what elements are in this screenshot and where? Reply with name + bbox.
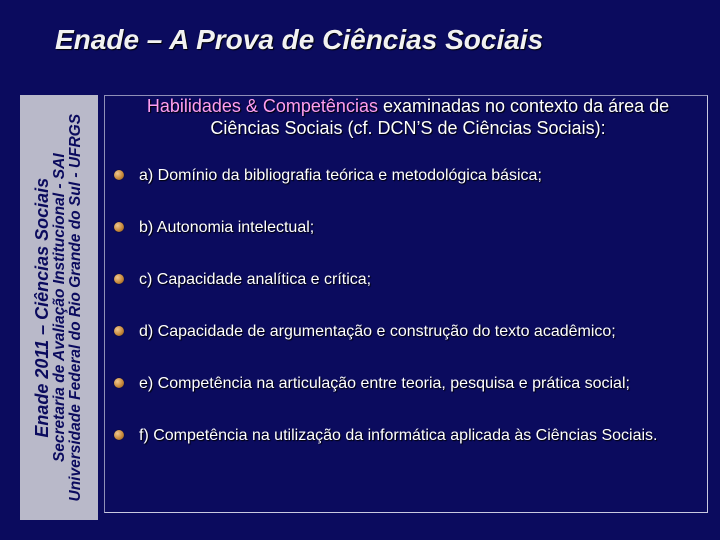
list-item-text: a) Domínio da bibliografia teórica e metodológica básica; [139, 167, 542, 184]
bullet-icon [114, 170, 124, 180]
list-item-text: b) Autonomia intelectual; [139, 219, 315, 236]
sidebar-caption [24, 100, 94, 515]
bullet-icon [114, 222, 124, 232]
subtitle-text: examinadas no contexto da área de Ciências Sociais (cf. [210, 96, 670, 138]
list-item [112, 322, 697, 374]
list-item [112, 166, 697, 218]
bullet-icon [114, 378, 124, 388]
list-item [112, 374, 697, 426]
list-item-text: d) Capacidade de argumentação e construção do texto acadêmico; [139, 323, 616, 340]
sidebar-line-university: Universidade Federal do Rio Grande do Sul - UFRGS [67, 113, 85, 502]
list-item [112, 270, 697, 322]
sidebar-line-secretaria: Secretaria de Avaliação Institucional - SAI [51, 153, 69, 462]
list-item [112, 218, 697, 270]
skills-list [112, 166, 697, 478]
list-item-text: f) Competência na utilização da informática aplicada às Ciências Sociais. [139, 427, 658, 444]
bullet-icon [114, 430, 124, 440]
subtitle-highlight: Habilidades & Competências [146, 96, 378, 116]
list-item [112, 426, 697, 478]
list-item-text: e) Competência na articulação entre teoria, pesquisa e prática social; [139, 375, 630, 392]
subtitle-end: ): [594, 117, 606, 138]
sidebar-line-exam: Enade 2011 – Ciências Sociais [32, 177, 53, 438]
bullet-icon [114, 326, 124, 336]
subtitle-dcn: DCN’S de Ciências Sociais [377, 117, 595, 138]
bullet-icon [114, 274, 124, 284]
content-subtitle [112, 96, 704, 140]
slide-title: Enade – A Prova de Ciências Sociais [55, 24, 544, 55]
list-item-text: c) Capacidade analítica e crítica; [139, 271, 372, 288]
